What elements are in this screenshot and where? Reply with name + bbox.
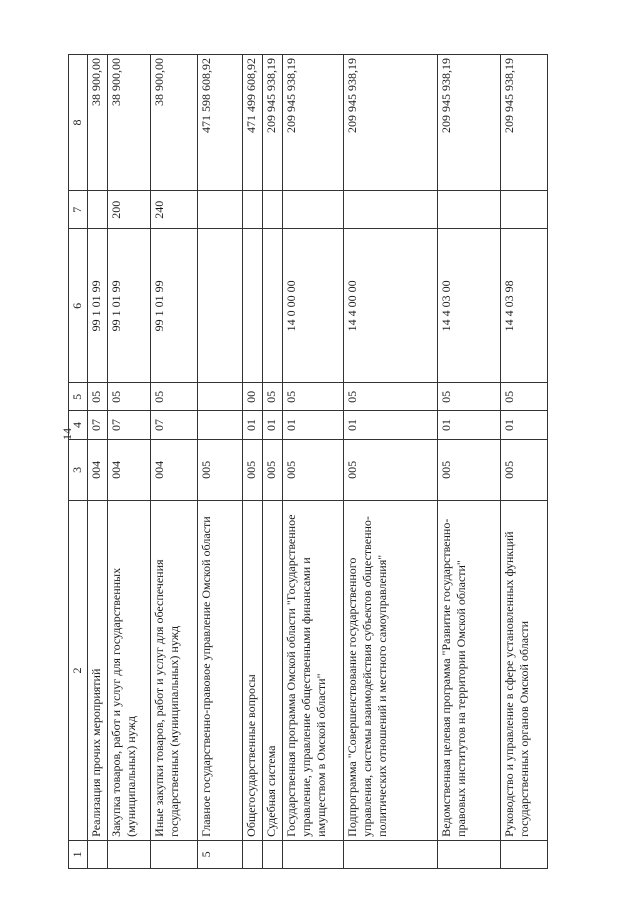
cell-c5 [197,383,242,411]
cell-c3: 005 [242,439,262,501]
table-row [88,55,108,869]
cell-c6: 99 1 01 99 [88,229,108,383]
budget-table-container [68,54,548,869]
cell-c3: 004 [108,439,151,501]
table-row [437,55,500,869]
column-header: 8 [69,55,88,191]
cell-c3: 005 [500,439,547,501]
budget-table [68,54,548,869]
cell-c3: 005 [262,439,282,501]
cell-c8: 38 900,00 [150,55,197,191]
cell-c4: 07 [88,411,108,439]
cell-c1 [88,840,108,868]
cell-c1 [437,840,500,868]
cell-name: Закупка товаров, работ и услуг для государственных (муниципальных) нужд [108,501,151,841]
cell-c6: 14 0 00 00 [283,229,344,383]
cell-c8: 209 945 938,19 [283,55,344,191]
cell-c5: 05 [343,383,437,411]
cell-c7 [88,190,108,228]
cell-c5: 05 [108,383,151,411]
cell-c3: 005 [197,439,242,501]
cell-name: Государственная программа Омской области "Государственное управление, управление общественными финансами и имуществом в Омской области" [283,501,344,841]
cell-c8: 471 499 608,92 [242,55,262,191]
cell-c8: 38 900,00 [108,55,151,191]
table-row [197,55,242,869]
cell-c7: 200 [108,190,151,228]
column-header: 1 [69,840,88,868]
cell-name: Судебная система [262,501,282,841]
cell-c8: 471 598 608,92 [197,55,242,191]
header-row [69,55,88,869]
table-row [500,55,547,869]
table-row [150,55,197,869]
cell-c6: 14 4 03 00 [437,229,500,383]
cell-c1 [343,840,437,868]
cell-c8: 209 945 938,19 [500,55,547,191]
cell-c4: 01 [262,411,282,439]
column-header: 3 [69,439,88,501]
cell-c7: 240 [150,190,197,228]
cell-c1 [150,840,197,868]
cell-c1 [262,840,282,868]
cell-c4: 07 [108,411,151,439]
cell-c1 [500,840,547,868]
cell-name: Ведомственная целевая программа "Развитие государственно-правовых институтов на территории Омской области" [437,501,500,841]
cell-c6: 99 1 01 99 [150,229,197,383]
cell-c4: 01 [500,411,547,439]
cell-c6: 14 4 03 98 [500,229,547,383]
column-header: 7 [69,190,88,228]
cell-name: Подпрограмма "Совершенствование государственного управления, системы взаимодействия субъектов общественно-политических отношений и местного самоуправления" [343,501,437,841]
cell-c3: 004 [88,439,108,501]
cell-c4: 07 [150,411,197,439]
cell-c3: 005 [437,439,500,501]
column-header: 5 [69,383,88,411]
cell-c5: 05 [262,383,282,411]
cell-c1: 5 [197,840,242,868]
cell-c3: 004 [150,439,197,501]
cell-c8: 38 900,00 [88,55,108,191]
cell-c6 [242,229,262,383]
cell-c4: 01 [437,411,500,439]
cell-c6: 14 4 00 00 [343,229,437,383]
cell-c5: 00 [242,383,262,411]
table-row [242,55,262,869]
cell-c4: 01 [343,411,437,439]
cell-name: Иные закупки товаров, работ и услуг для обеспечения государственных (муниципальных) нужд [150,501,197,841]
cell-c7 [343,190,437,228]
cell-c7 [437,190,500,228]
column-header: 2 [69,501,88,841]
page-number: 14 [60,428,74,440]
table-row [262,55,282,869]
column-header: 6 [69,229,88,383]
cell-name: Общегосударственные вопросы [242,501,262,841]
cell-name: Руководство и управление в сфере установленных функций государственных органов Омской области [500,501,547,841]
cell-c3: 005 [343,439,437,501]
cell-c7 [262,190,282,228]
cell-c1 [283,840,344,868]
cell-name: Реализация прочих мероприятий [88,501,108,841]
cell-c5: 05 [437,383,500,411]
table-row [283,55,344,869]
column-header: 4 [69,411,88,439]
cell-c4 [197,411,242,439]
cell-c7 [500,190,547,228]
cell-c5: 05 [283,383,344,411]
cell-c1 [242,840,262,868]
cell-c8: 209 945 938,19 [437,55,500,191]
cell-c4: 01 [283,411,344,439]
cell-c7 [242,190,262,228]
cell-c5: 05 [150,383,197,411]
cell-c5: 05 [500,383,547,411]
table-row [108,55,151,869]
cell-c7 [283,190,344,228]
cell-c8: 209 945 938,19 [343,55,437,191]
cell-name: Главное государственно-правовое управление Омской области [197,501,242,841]
cell-c7 [197,190,242,228]
cell-c8: 209 945 938,19 [262,55,282,191]
cell-c1 [108,840,151,868]
table-body [88,55,548,869]
cell-c6 [197,229,242,383]
cell-c3: 005 [283,439,344,501]
cell-c6: 99 1 01 99 [108,229,151,383]
cell-c5: 05 [88,383,108,411]
table-row [343,55,437,869]
cell-c4: 01 [242,411,262,439]
cell-c6 [262,229,282,383]
